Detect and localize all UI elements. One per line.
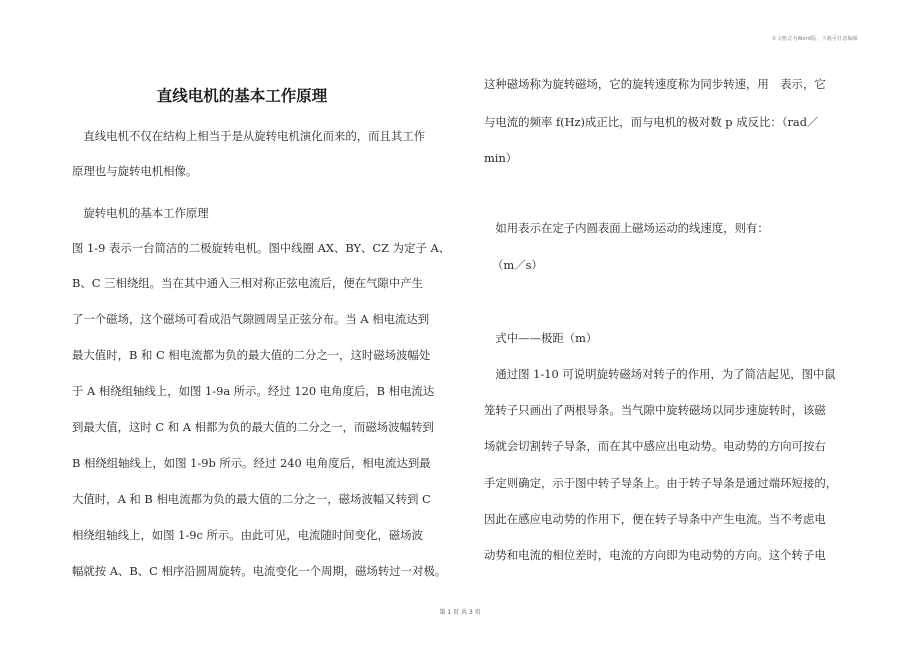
document-title: 直线电机的基本工作原理 xyxy=(156,87,328,105)
paragraph-line: 于 A 相绕组轴线上，如图 1-9a 所示。经过 120 电角度后，B 相电流达 xyxy=(72,384,435,398)
paragraph-line: 幅就按 A、B、C 相序沿圆周旋转。电流变化一个周期，磁场转过一对极。 xyxy=(72,564,447,578)
header-watermark: 本文格式为Word版，下载可任意编辑 xyxy=(771,36,858,42)
paragraph-line: 直线电机不仅在结构上相当于是从旋转电机演化而来的，而且其工作 xyxy=(72,129,426,143)
paragraph-line: B、C 三相绕组。当在其中通入三相对称正弦电流后，便在气隙中产生 xyxy=(72,276,424,290)
page-number-footer: 第 1 页 共 3 页 xyxy=(439,609,481,616)
paragraph-line: 图 1-9 表示一台简洁的二极旋转电机。图中线圈 AX、BY、CZ 为定子 A、 xyxy=(72,241,451,255)
paragraph-line: 原理也与旋转电机相像。 xyxy=(72,164,198,178)
paragraph-line: 了一个磁场，这个磁场可看成沿气隙圆周呈正弦分布。当 A 相电流达到 xyxy=(72,312,430,326)
paragraph-line: 大值时，A 和 B 相电流都为负的最大值的二分之一，磁场波幅又转到 C xyxy=(72,492,431,506)
formula-unit: （m／s） xyxy=(492,258,543,272)
paragraph-line: 如用表示在定子内圆表面上磁场运动的线速度，则有： xyxy=(484,221,769,235)
paragraph-line: 这种磁场称为旋转磁场，它的旋转速度称为同步转速，用 表示，它 xyxy=(484,77,826,91)
paragraph-line: 最大值时，B 和 C 相电流都为负的最大值的二分之一，这时磁场波幅处 xyxy=(72,348,431,362)
paragraph-line: 动势和电流的相位差时，电流的方向即为电动势的方向。这个转子电 xyxy=(484,548,826,562)
paragraph-line: 到最大值，这时 C 和 A 相都为负的最大值的二分之一，而磁场波幅转到 xyxy=(72,420,434,434)
paragraph-line: 笼转子只画出了两根导条。当气隙中旋转磁场以同步速旋转时，该磁 xyxy=(484,403,826,417)
paragraph-line: 因此在感应电动势的作用下，便在转子导条中产生电流。当不考虑电 xyxy=(484,512,826,526)
section-heading: 旋转电机的基本工作原理 xyxy=(72,206,209,220)
paragraph-line: 与电流的频率 f(Hz)成正比，而与电机的极对数 p 成反比：（rad／ xyxy=(484,115,819,129)
paragraph-line: 手定则确定，示于图中转子导条上。由于转子导条是通过端环短接的， xyxy=(484,476,838,490)
paragraph-line: 式中——极距（m） xyxy=(484,331,598,345)
paragraph-line: 通过图 1-10 可说明旋转磁场对转子的作用，为了简洁起见，图中鼠 xyxy=(484,367,836,381)
paragraph-line: 场就会切割转子导条，而在其中感应出电动势。电动势的方向可按右 xyxy=(484,439,826,453)
paragraph-line: B 相绕组轴线上，如图 1-9b 所示。经过 240 电角度后，相电流达到最 xyxy=(72,456,431,470)
paragraph-line: 相绕组轴线上，如图 1-9c 所示。由此可见，电流随时间变化，磁场波 xyxy=(72,528,423,542)
paragraph-line: min） xyxy=(484,151,518,165)
